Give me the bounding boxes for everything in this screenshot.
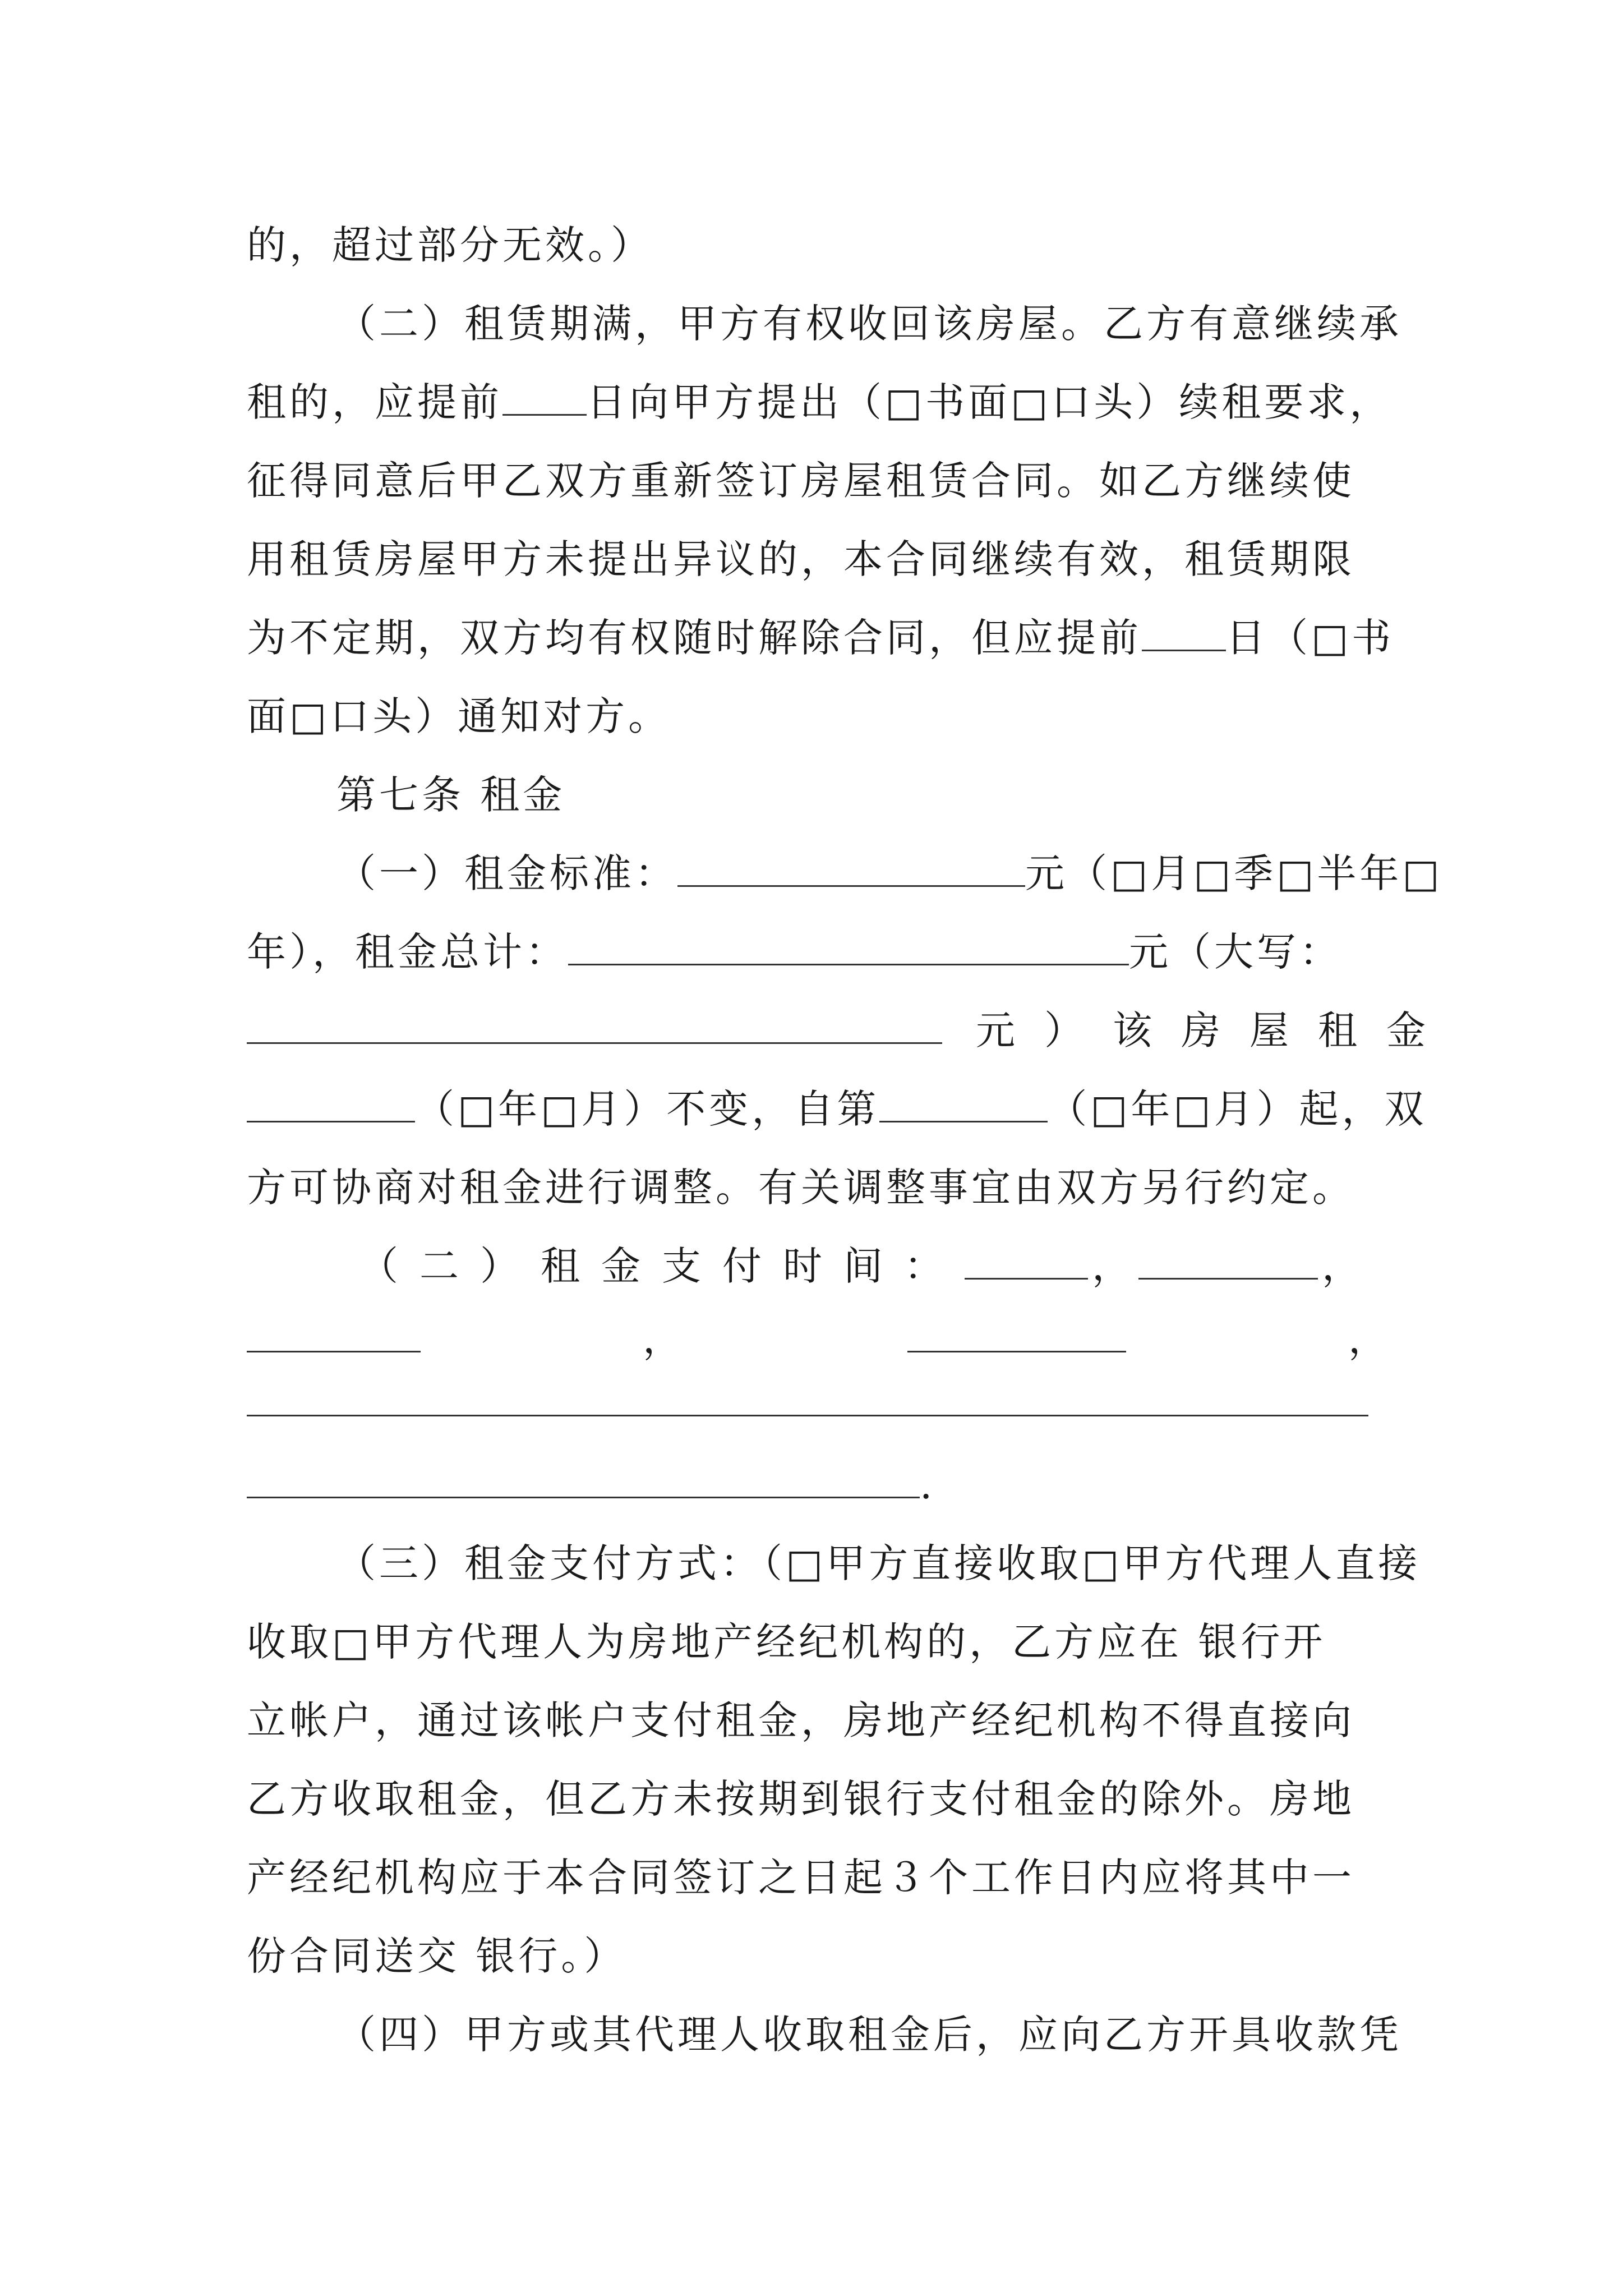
payment-time-field[interactable] [1138, 1233, 1318, 1280]
comma: ， [1348, 1316, 1391, 1362]
text-line [247, 601, 1395, 674]
text-line [247, 915, 1391, 988]
text-line [359, 1230, 1368, 1303]
line-text: 为不定期，双方均有权随时解除合同，但应提前 [247, 615, 1142, 661]
line-text: 用租赁房屋甲方未提出异议的，本合同继续有效，租赁期限 [247, 536, 1355, 582]
rent-total-field[interactable] [568, 919, 1129, 965]
line-text: 征得同意后甲乙双方重新签订房屋租赁合同。如乙方继续使 [247, 458, 1355, 504]
payment-time-field[interactable] [247, 1415, 1368, 1416]
blank-field[interactable] [1142, 605, 1226, 651]
text-line [247, 1684, 1391, 1757]
line-text: 收取□甲方代理人为房地产经纪机构的，乙方应在 银行开 [247, 1619, 1326, 1665]
section-heading [336, 758, 1391, 831]
text-line [336, 1527, 1421, 1600]
text-line [247, 1151, 1391, 1224]
line-text: （□年□月）不变，自第 [415, 1086, 880, 1132]
text-line [247, 444, 1391, 517]
text-line [247, 1763, 1391, 1835]
rent-total-uppercase-field[interactable] [247, 997, 942, 1044]
payment-time-field[interactable] [907, 1306, 1126, 1352]
line-text: 立帐户，通过该帐户支付租金，房地产经纪机构不得直接向 [247, 1697, 1355, 1743]
line-text: 日向甲方提出（□书面□口头）续租要求， [587, 379, 1393, 425]
text-line [336, 837, 1443, 910]
blank-field[interactable] [502, 369, 587, 416]
text-line [247, 209, 1391, 282]
heading-text: 第七条 租金 [336, 772, 566, 818]
text-line [247, 1303, 1391, 1375]
line-text: （□年□月）起，双 [1048, 1086, 1427, 1132]
line-text: 元）该房屋租金 [976, 1007, 1455, 1053]
period: . [920, 1462, 936, 1508]
text-line [336, 1998, 1402, 2071]
line-text: （一）租金标准： [336, 850, 677, 896]
line-text: （三）租金支付方式：（□甲方直接收取□甲方代理人直接 [336, 1540, 1421, 1586]
text-line [247, 1605, 1391, 1678]
line-text: 份合同送交 银行。） [247, 1933, 627, 1979]
payment-time-field[interactable] [247, 1306, 421, 1352]
line-text: 方可协商对租金进行调整。有关调整事宜由双方另行约定。 [247, 1165, 1355, 1211]
text-line [247, 680, 1391, 753]
line-text: 元（□月□季□半年□ [1025, 850, 1443, 896]
text-line [247, 523, 1391, 596]
line-text: （四）甲方或其代理人收取租金后，应向乙方开具收款凭 [336, 2012, 1402, 2058]
line-text: 产经纪机构应于本合同签订之日起３个工作日内应将其中一 [247, 1855, 1355, 1901]
line-text: 年），租金总计： [247, 929, 568, 975]
payment-time-field[interactable] [965, 1233, 1088, 1280]
text-line [247, 1448, 1391, 1521]
text-line [336, 287, 1402, 360]
line-text: （二）租金支付时间： [359, 1243, 965, 1289]
text-line [247, 366, 1391, 439]
comma: ， [643, 1316, 685, 1362]
comma: ， [1092, 1243, 1135, 1289]
comma: ， [1322, 1243, 1364, 1289]
line-text: （二）租赁期满，甲方有权收回该房屋。乙方有意继续承 [336, 301, 1402, 347]
line-text: 面□口头）通知对方。 [247, 693, 671, 739]
line-text: 租的，应提前 [247, 379, 502, 425]
line-text: 元（大写： [1129, 929, 1342, 975]
blank-field[interactable] [879, 1076, 1048, 1122]
line-text: 乙方收取租金，但乙方未按期到银行支付租金的除外。房地 [247, 1776, 1355, 1822]
text-line [247, 1073, 1427, 1145]
blank-field[interactable] [247, 1076, 415, 1122]
line-text: 的，超过部分无效。） [247, 222, 653, 268]
payment-time-field[interactable] [247, 1452, 920, 1498]
rent-standard-field[interactable] [677, 840, 1025, 887]
text-line [247, 994, 1455, 1067]
text-line [247, 1920, 1391, 1993]
line-text: 日（□书 [1226, 615, 1395, 661]
text-line [247, 1841, 1391, 1914]
